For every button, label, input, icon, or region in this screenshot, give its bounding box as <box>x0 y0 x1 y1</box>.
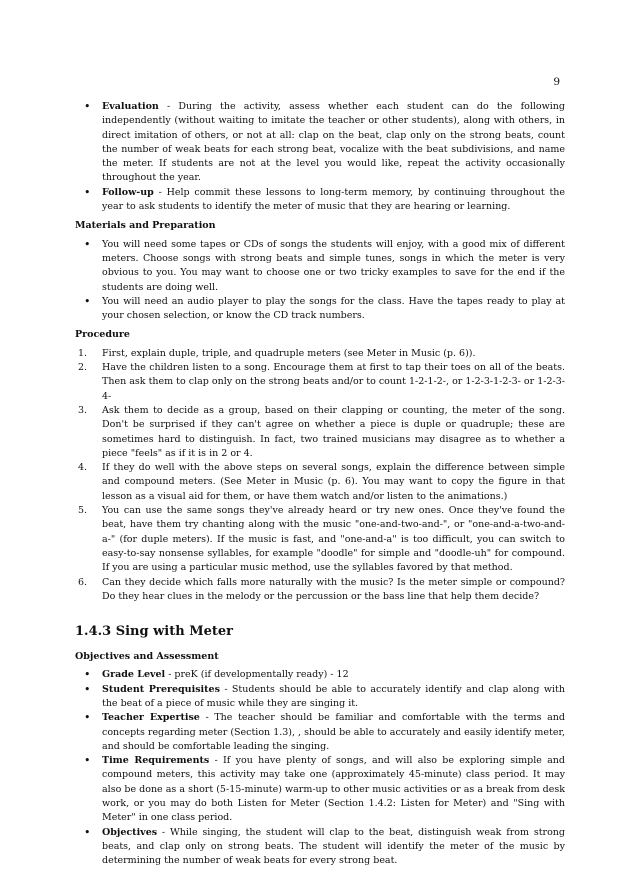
step-number: 4. <box>78 462 88 474</box>
objectives-list <box>75 668 565 868</box>
materials-list <box>75 238 565 324</box>
procedure-step <box>75 576 565 605</box>
top-bullet-list <box>75 100 565 214</box>
procedure-step <box>75 504 565 575</box>
bullet-text: - Help commit these lessons to long-term memory, by continuing throughout the year to ask students to identify the meter of music that they are hearing or learning. <box>102 186 565 213</box>
step-text: Can they decide which falls more naturally with the music? Is the meter simple or compound? Do they hear clues in the melody or the percussion or the bass line that help them decide? <box>102 576 565 602</box>
procedure-heading: Procedure <box>75 329 130 341</box>
procedure-step <box>75 404 565 461</box>
list-item <box>75 826 565 869</box>
list-item <box>75 683 565 712</box>
bullet-text: - The teacher should be familiar and comfortable with the terms and concepts regarding meter (Section 1.3), , should be able to accurately and easily identify meter, and should be comfortable leading the singing. <box>102 712 565 752</box>
procedure-list <box>75 347 565 604</box>
materials-heading: Materials and Preparation <box>75 220 216 232</box>
step-text: First, explain duple, triple, and quadruple meters (see Meter in Music (p. 6)). <box>102 347 476 359</box>
bullet-text: You will need an audio player to play the songs for the class. Have the tapes ready to play at your chosen selection, or know the CD track numbers. <box>102 295 565 322</box>
list-item <box>75 668 565 682</box>
procedure-step <box>75 461 565 504</box>
step-number: 6. <box>78 576 88 588</box>
bullet-term: Student Prerequisites <box>102 683 220 695</box>
bullet-text: - If you have plenty of songs, and will also be exploring simple and compound meters, this activity may take one (approximately 45-minute) class period. It may also be done as a short (5-15-minute) warm-up to other music activities or as a break from desk work, or you may do both Listen for Meter (Section 1.4.2: Listen for Meter) and "Sing with Meter" in one class period. <box>102 755 566 824</box>
step-text: Ask them to decide as a group, based on their clapping or counting, the meter of the song. Don't be surprised if they can't agree on whether a piece is duple or quadruple; these are sometimes hard to distinguish. In fact, two trained musicians may disagree as to whether a piece "feels" as if it is in 2 or 4. <box>102 404 565 459</box>
bullet-term: Teacher Expertise <box>102 712 200 724</box>
step-number: 3. <box>78 404 88 416</box>
step-text: If they do well with the above steps on several songs, explain the difference between simple and compound meters. (See Meter in Music (p. 6). You may want to copy the figure in that lesson as a visual aid for them, or have them watch and/or listen to the animations.) <box>102 462 565 502</box>
bullet-text: - During the activity, assess whether each student can do the following independently (without waiting to imitate the teacher or other students), along with others, in direct imitation of others, or not at all: clap on the beat, clap only on the strong beats, count the number of weak beats for each strong beat, vocalize with the beat subdivisions, and name the meter. If students are not at the level you would like, repeat the activity occasionally throughout the year. <box>102 101 565 184</box>
procedure-step <box>75 347 565 361</box>
list-item <box>75 754 565 825</box>
bullet-term: Time Requirements <box>102 755 210 767</box>
bullet-term: Follow-up <box>102 186 154 198</box>
bullet-term: Evaluation <box>102 101 159 112</box>
step-number: 1. <box>78 347 88 359</box>
section-title: 1.4.3 Sing with Meter <box>75 624 234 640</box>
bullet-text: You will need some tapes or CDs of songs the students will enjoy, with a good mix of different meters. Choose songs with strong beats and simple tunes, songs in which the meter is very obvious to you. You may want to choose one or two tricky examples to save for the end if the students are doing well. <box>102 238 565 293</box>
procedure-step <box>75 361 565 404</box>
list-item <box>75 711 565 754</box>
bullet-term: Grade Level <box>102 669 166 681</box>
step-number: 5. <box>78 505 88 517</box>
step-text: Have the children listen to a song. Encourage them at first to tap their toes on all of the beats. Then ask them to clap only on the strong beats and/or to count 1-2-1-2-, or 1-2-3-1-2-3- or 1-2-3-4- <box>102 362 565 402</box>
bullet-text: - Students should be able to accurately identify and clap along with the beat of a piece of music while they are singing it. <box>102 683 565 709</box>
list-item <box>75 100 565 186</box>
list-item <box>75 295 565 324</box>
step-text: You can use the same songs they've already heard or try new ones. Once they've found the beat, have them try chanting along with the music "one-and-two-and-", or "one-and-a-two-and-a-" (for duple meters). If the music is fast, and "one-and-a" is too difficult, you can switch to easy-to-say nonsense syllables, for example "doodle" for simple and "doodle-uh" for compound. If you are using a particular music method, use the syllables favored by that method. <box>102 505 565 574</box>
list-item <box>75 238 565 295</box>
document-body <box>75 100 565 869</box>
page-number: 9 <box>553 76 560 88</box>
bullet-text: - preK (if developmentally ready) - 12 <box>165 669 349 681</box>
objectives-heading: Objectives and Assessment <box>75 651 219 663</box>
bullet-text: - While singing, the student will clap to the beat, distinguish weak from strong beats, and clap only on strong beats. The student will identify the meter of the music by determining the number of weak beats for every strong beat. <box>102 826 565 867</box>
bullet-term: Objectives <box>102 826 158 838</box>
list-item <box>75 186 565 215</box>
step-number: 2. <box>78 362 88 374</box>
